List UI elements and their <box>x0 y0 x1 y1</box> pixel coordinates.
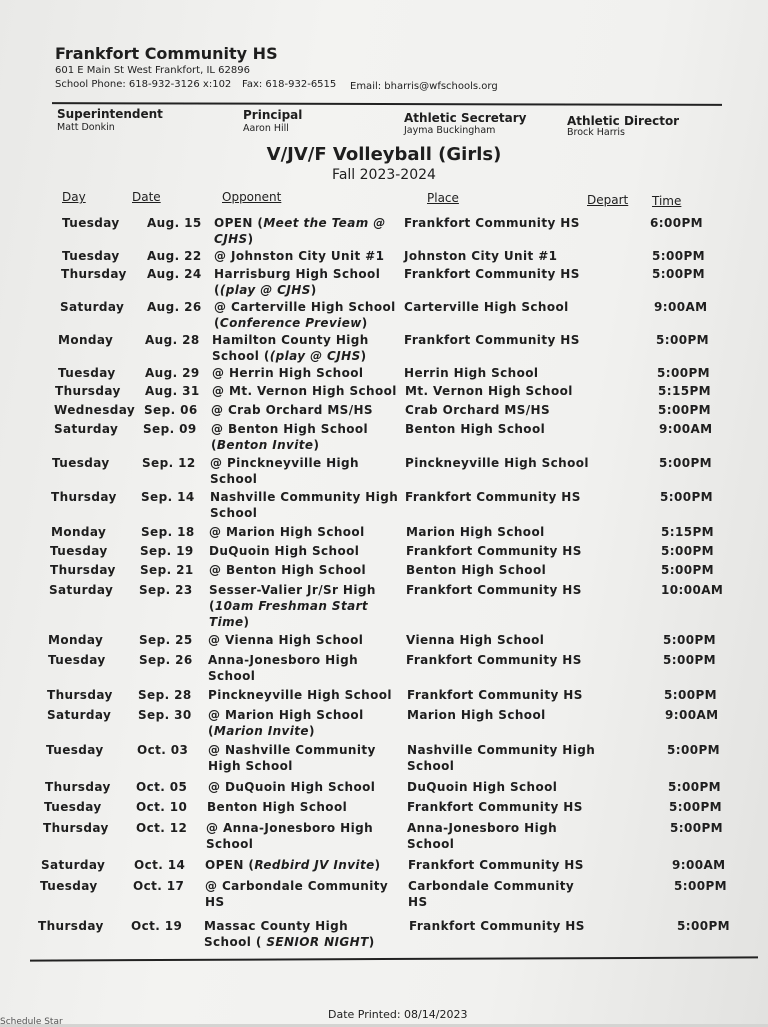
row-date: Sep. 06 <box>144 403 198 417</box>
row-day: Monday <box>51 525 107 539</box>
row-opponent: @ Anna-Jonesboro High School <box>206 821 374 851</box>
opponent-note: (play @ CJHS <box>269 349 361 363</box>
row-place: Frankfort Community HS <box>409 919 585 933</box>
row-day: Tuesday <box>48 653 106 667</box>
row-opponent: Sesser-Valier Jr/Sr High (10am Freshman Start Time) <box>209 583 376 629</box>
opponent-note: (play @ CJHS <box>219 283 311 297</box>
row-date: Oct. 05 <box>136 780 188 794</box>
row-place: Marion High School <box>407 708 546 722</box>
row-place: Frankfort Community HS <box>404 216 580 230</box>
row-time: 5:00PM <box>652 249 705 263</box>
opponent-note: Meet the Team @ CJHS <box>214 216 386 246</box>
row-day: Monday <box>58 333 114 347</box>
row-opponent: @ Nashville Community High School <box>208 743 376 773</box>
opponent-note: Benton Invite <box>216 438 314 452</box>
row-day: Thursday <box>51 490 117 504</box>
row-time: 9:00AM <box>659 422 713 436</box>
row-day: Saturday <box>60 300 125 314</box>
row-time: 5:00PM <box>663 653 716 667</box>
opponent-note: Conference Preview <box>219 316 362 330</box>
date-printed: Date Printed: 08/14/2023 <box>328 1008 468 1021</box>
row-opponent: @ Marion High School <box>209 525 365 539</box>
row-time: 6:00PM <box>650 216 703 230</box>
column-header-place: Place <box>427 191 459 205</box>
row-time: 9:00AM <box>672 858 726 872</box>
row-time: 5:00PM <box>663 633 716 647</box>
row-time: 5:00PM <box>657 366 710 380</box>
row-time: 5:00PM <box>667 743 720 757</box>
staff-name-principal: Aaron Hill <box>243 123 289 134</box>
row-date: Sep. 18 <box>141 525 195 539</box>
staff-title-superintendent: Superintendent <box>57 107 163 121</box>
row-opponent: Anna-Jonesboro High School <box>208 653 359 683</box>
column-header-time: Time <box>652 194 682 208</box>
row-time: 10:00AM <box>661 583 724 597</box>
row-place: Vienna High School <box>406 633 545 647</box>
row-day: Saturday <box>49 583 114 597</box>
row-day: Tuesday <box>62 216 120 230</box>
row-opponent: @ Johnston City Unit #1 <box>214 249 385 263</box>
row-opponent: @ DuQuoin High School <box>208 780 376 794</box>
row-opponent: Pinckneyville High School <box>208 688 392 702</box>
row-opponent: Hamilton County High School ((play @ CJHS) <box>212 333 369 363</box>
row-opponent: @ Carterville High School (Conference Preview) <box>214 300 396 330</box>
row-time: 5:00PM <box>668 780 721 794</box>
opponent-note: Marion Invite <box>213 724 309 738</box>
row-time: 5:00PM <box>677 919 730 933</box>
row-place: Frankfort Community HS <box>404 333 580 347</box>
row-day: Thursday <box>45 780 111 794</box>
row-date: Sep. 14 <box>141 490 195 504</box>
row-day: Thursday <box>47 688 113 702</box>
row-place: Johnston City Unit #1 <box>404 249 558 263</box>
row-time: 5:00PM <box>674 879 727 893</box>
row-day: Wednesday <box>54 403 136 417</box>
row-place: Crab Orchard MS/HS <box>405 403 551 417</box>
staff-name-athletic-secretary: Jayma Buckingham <box>404 125 496 136</box>
row-place: Benton High School <box>405 422 546 436</box>
row-opponent: DuQuoin High School <box>209 544 360 558</box>
row-date: Aug. 24 <box>147 267 202 281</box>
staff-name-superintendent: Matt Donkin <box>57 122 115 133</box>
row-day: Monday <box>48 633 104 647</box>
row-opponent: @ Vienna High School <box>208 633 364 647</box>
row-time: 5:00PM <box>661 544 714 558</box>
row-time: 5:00PM <box>652 267 705 281</box>
row-opponent: @ Marion High School (Marion Invite) <box>208 708 364 738</box>
row-place: Frankfort Community HS <box>406 583 582 597</box>
row-time: 5:15PM <box>658 384 711 398</box>
row-day: Thursday <box>38 919 104 933</box>
opponent-note: 10am Freshman Start Time <box>209 599 369 629</box>
row-day: Tuesday <box>46 743 104 757</box>
row-date: Oct. 12 <box>136 821 188 835</box>
row-place: Benton High School <box>406 563 547 577</box>
row-day: Tuesday <box>58 366 116 380</box>
schedule-season: Fall 2023-2024 <box>332 167 436 183</box>
opponent-note: SENIOR NIGHT <box>266 935 369 949</box>
row-place: Nashville Community High School <box>407 743 596 773</box>
column-header-day: Day <box>62 190 86 204</box>
staff-title-athletic-director: Athletic Director <box>567 114 680 128</box>
row-date: Oct. 17 <box>133 879 185 893</box>
school-address: 601 E Main St West Frankfort, IL 62896 <box>55 65 250 76</box>
row-date: Sep. 09 <box>143 422 197 436</box>
row-day: Thursday <box>55 384 121 398</box>
row-day: Thursday <box>43 821 109 835</box>
row-place: Frankfort Community HS <box>407 800 583 814</box>
row-day: Thursday <box>61 267 127 281</box>
row-place: Pinckneyville High School <box>405 456 589 470</box>
row-time: 9:00AM <box>665 708 719 722</box>
row-opponent: Benton High School <box>207 800 348 814</box>
schedule-title: V/JV/F Volleyball (Girls) <box>266 144 502 165</box>
row-date: Aug. 22 <box>147 249 202 263</box>
row-place: Marion High School <box>406 525 545 539</box>
row-time: 5:00PM <box>669 800 722 814</box>
row-date: Aug. 29 <box>145 366 200 380</box>
row-date: Aug. 26 <box>147 300 202 314</box>
row-opponent: @ Benton High School (Benton Invite) <box>211 422 369 452</box>
school-email: Email: bharris@wfschools.org <box>350 81 498 92</box>
row-date: Aug. 28 <box>145 333 200 347</box>
row-opponent: @ Herrin High School <box>212 366 364 380</box>
column-header-opponent: Opponent <box>222 190 282 204</box>
row-day: Saturday <box>41 858 106 872</box>
row-date: Sep. 28 <box>138 688 192 702</box>
row-place: Frankfort Community HS <box>406 544 582 558</box>
row-date: Oct. 03 <box>137 743 189 757</box>
corner-text: Schedule Star <box>0 1017 63 1027</box>
row-day: Thursday <box>50 563 116 577</box>
row-time: 5:00PM <box>660 490 713 504</box>
row-opponent: OPEN (Meet the Team @ CJHS) <box>214 216 386 246</box>
row-date: Sep. 30 <box>138 708 192 722</box>
row-date: Sep. 21 <box>140 563 194 577</box>
row-place: Frankfort Community HS <box>408 858 584 872</box>
row-place: Herrin High School <box>404 366 539 380</box>
row-time: 5:15PM <box>661 525 714 539</box>
row-date: Oct. 10 <box>136 800 188 814</box>
row-time: 5:00PM <box>656 333 709 347</box>
school-fax: Fax: 618-932-6515 <box>242 79 337 90</box>
row-date: Sep. 12 <box>142 456 196 470</box>
row-opponent: @ Mt. Vernon High School <box>212 384 397 398</box>
row-day: Tuesday <box>50 544 108 558</box>
row-time: 5:00PM <box>661 563 714 577</box>
row-place: Frankfort Community HS <box>406 653 582 667</box>
row-date: Sep. 23 <box>139 583 193 597</box>
row-time: 5:00PM <box>659 456 712 470</box>
row-day: Tuesday <box>62 249 120 263</box>
row-date: Oct. 14 <box>134 858 186 872</box>
row-day: Saturday <box>47 708 112 722</box>
staff-title-principal: Principal <box>243 108 303 122</box>
row-date: Sep. 26 <box>139 653 193 667</box>
row-opponent: Nashville Community High School <box>210 490 399 520</box>
row-place: Carterville High School <box>404 300 569 314</box>
row-place: Anna-Jonesboro High School <box>407 821 558 851</box>
row-place: Carbondale Community HS <box>408 879 575 909</box>
row-place: Frankfort Community HS <box>404 267 580 281</box>
row-time: 5:00PM <box>658 403 711 417</box>
opponent-note: Redbird JV Invite <box>254 858 375 872</box>
school-phone: School Phone: 618-932-3126 x:102 <box>55 79 232 90</box>
row-day: Saturday <box>54 422 119 436</box>
row-date: Oct. 19 <box>131 919 183 933</box>
row-place: Frankfort Community HS <box>405 490 581 504</box>
row-opponent: @ Benton High School <box>209 563 367 577</box>
row-opponent: OPEN (Redbird JV Invite) <box>205 858 381 872</box>
row-date: Sep. 19 <box>140 544 194 558</box>
row-time: 5:00PM <box>664 688 717 702</box>
row-date: Aug. 15 <box>147 216 202 230</box>
row-time: 9:00AM <box>654 300 708 314</box>
row-place: Mt. Vernon High School <box>405 384 573 398</box>
staff-title-athletic-secretary: Athletic Secretary <box>404 111 527 125</box>
column-header-depart: Depart <box>587 193 629 207</box>
row-opponent: @ Crab Orchard MS/HS <box>211 403 373 417</box>
staff-name-athletic-director: Brock Harris <box>567 127 625 138</box>
row-day: Tuesday <box>40 879 98 893</box>
row-opponent: @ Pinckneyville High School <box>210 456 359 486</box>
column-header-date: Date <box>132 190 161 204</box>
school-name: Frankfort Community HS <box>55 44 278 63</box>
row-place: DuQuoin High School <box>407 780 558 794</box>
row-date: Sep. 25 <box>139 633 193 647</box>
row-time: 5:00PM <box>670 821 723 835</box>
row-day: Tuesday <box>44 800 102 814</box>
row-opponent: @ Carbondale Community HS <box>205 879 389 909</box>
row-opponent: Harrisburg High School ((play @ CJHS) <box>214 267 381 297</box>
row-date: Aug. 31 <box>145 384 200 398</box>
row-day: Tuesday <box>52 456 110 470</box>
row-place: Frankfort Community HS <box>407 688 583 702</box>
row-opponent: Massac County High School ( SENIOR NIGHT) <box>204 919 375 949</box>
